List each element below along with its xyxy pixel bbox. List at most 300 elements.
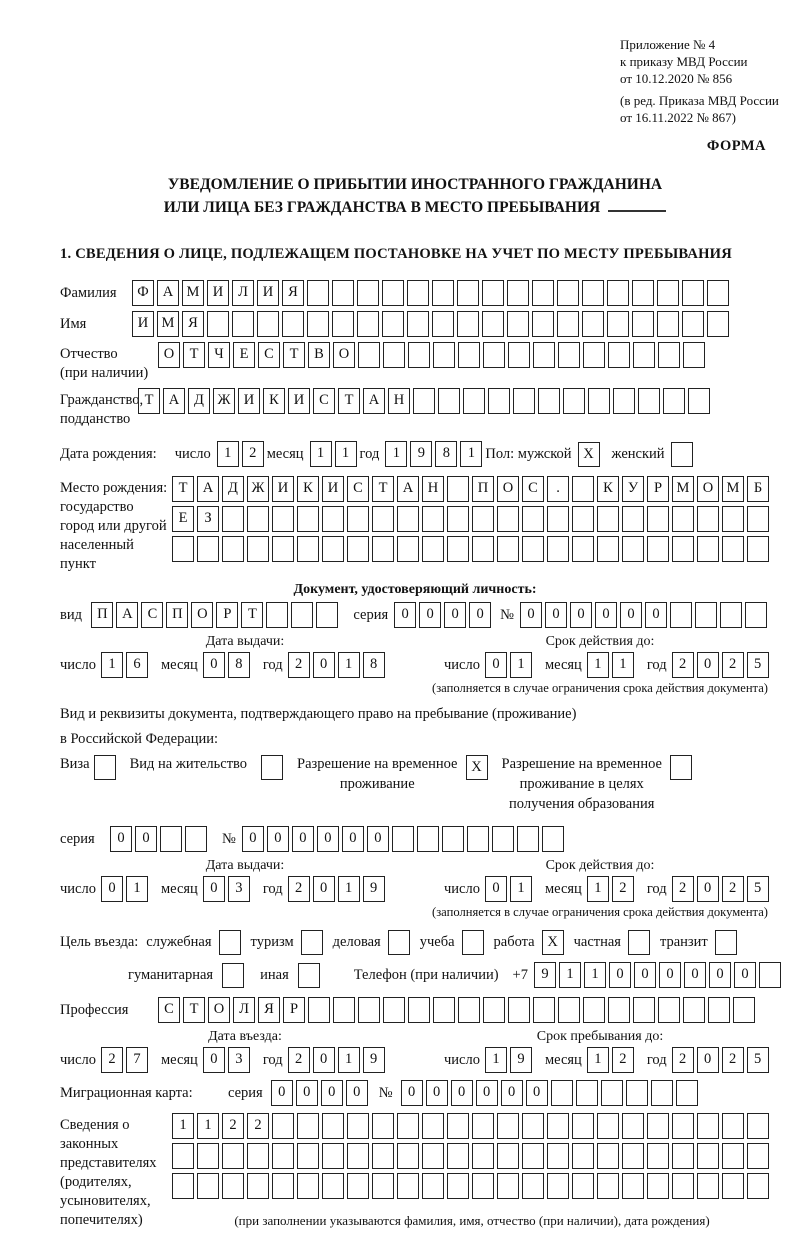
char-box[interactable]: [532, 280, 554, 306]
char-box[interactable]: [322, 1143, 344, 1169]
char-box[interactable]: [482, 280, 504, 306]
char-box[interactable]: И: [322, 476, 344, 502]
char-box[interactable]: Н: [388, 388, 410, 414]
char-box[interactable]: 2: [288, 652, 310, 678]
char-box[interactable]: Р: [216, 602, 238, 628]
char-box[interactable]: [707, 311, 729, 337]
temp-permit-checkbox[interactable]: X: [466, 755, 488, 780]
char-box[interactable]: 1: [559, 962, 581, 988]
char-box[interactable]: [722, 536, 744, 562]
char-box[interactable]: 1: [172, 1113, 194, 1139]
char-box[interactable]: Я: [182, 311, 204, 337]
char-box[interactable]: 1: [126, 876, 148, 902]
char-box[interactable]: [583, 997, 605, 1023]
char-box[interactable]: 0: [620, 602, 642, 628]
char-box[interactable]: [397, 1143, 419, 1169]
char-box[interactable]: [722, 506, 744, 532]
char-box[interactable]: [622, 1143, 644, 1169]
char-box[interactable]: [458, 342, 480, 368]
char-box[interactable]: [422, 1113, 444, 1139]
char-box[interactable]: 1: [587, 652, 609, 678]
char-box[interactable]: [688, 388, 710, 414]
char-box[interactable]: [542, 826, 564, 852]
char-box[interactable]: 9: [534, 962, 556, 988]
char-box[interactable]: [722, 1143, 744, 1169]
purpose-tourism-checkbox[interactable]: [301, 930, 323, 955]
char-box[interactable]: [558, 997, 580, 1023]
char-box[interactable]: [513, 388, 535, 414]
char-box[interactable]: 0: [203, 652, 225, 678]
char-box[interactable]: Я: [282, 280, 304, 306]
char-box[interactable]: [347, 536, 369, 562]
char-box[interactable]: 0: [659, 962, 681, 988]
char-box[interactable]: 1: [587, 876, 609, 902]
char-box[interactable]: 0: [292, 826, 314, 852]
char-box[interactable]: [517, 826, 539, 852]
char-box[interactable]: [291, 602, 313, 628]
char-box[interactable]: [533, 997, 555, 1023]
char-box[interactable]: [533, 342, 555, 368]
char-box[interactable]: 0: [101, 876, 123, 902]
char-box[interactable]: [447, 506, 469, 532]
char-box[interactable]: [672, 1173, 694, 1199]
char-box[interactable]: М: [672, 476, 694, 502]
char-box[interactable]: [547, 1113, 569, 1139]
char-box[interactable]: [222, 1173, 244, 1199]
char-box[interactable]: [558, 342, 580, 368]
edu-permit-checkbox[interactable]: [670, 755, 692, 780]
char-box[interactable]: К: [597, 476, 619, 502]
char-box[interactable]: О: [191, 602, 213, 628]
char-box[interactable]: [308, 997, 330, 1023]
char-box[interactable]: [508, 342, 530, 368]
char-box[interactable]: И: [238, 388, 260, 414]
char-box[interactable]: [657, 280, 679, 306]
char-box[interactable]: Е: [233, 342, 255, 368]
char-box[interactable]: 8: [228, 652, 250, 678]
char-box[interactable]: 0: [110, 826, 132, 852]
char-box[interactable]: [607, 280, 629, 306]
char-box[interactable]: 1: [197, 1113, 219, 1139]
char-box[interactable]: 9: [363, 876, 385, 902]
char-box[interactable]: [583, 342, 605, 368]
char-box[interactable]: [658, 997, 680, 1023]
char-box[interactable]: 0: [203, 1047, 225, 1073]
char-box[interactable]: [572, 1143, 594, 1169]
char-box[interactable]: 8: [363, 652, 385, 678]
visa-checkbox[interactable]: [94, 755, 116, 780]
char-box[interactable]: 2: [101, 1047, 123, 1073]
char-box[interactable]: З: [197, 506, 219, 532]
char-box[interactable]: С: [258, 342, 280, 368]
char-box[interactable]: 0: [419, 602, 441, 628]
char-box[interactable]: Ж: [213, 388, 235, 414]
char-box[interactable]: 0: [313, 1047, 335, 1073]
char-box[interactable]: [372, 506, 394, 532]
char-box[interactable]: [733, 997, 755, 1023]
char-box[interactable]: 2: [288, 876, 310, 902]
char-box[interactable]: 2: [288, 1047, 310, 1073]
char-box[interactable]: [522, 1113, 544, 1139]
char-box[interactable]: [497, 1143, 519, 1169]
char-box[interactable]: [747, 1173, 769, 1199]
char-box[interactable]: [397, 1113, 419, 1139]
char-box[interactable]: [492, 826, 514, 852]
char-box[interactable]: 1: [460, 441, 482, 467]
char-box[interactable]: [657, 311, 679, 337]
char-box[interactable]: [432, 311, 454, 337]
char-box[interactable]: 2: [242, 441, 264, 467]
char-box[interactable]: [497, 536, 519, 562]
char-box[interactable]: 0: [342, 826, 364, 852]
char-box[interactable]: [458, 997, 480, 1023]
char-box[interactable]: Т: [283, 342, 305, 368]
purpose-transit-checkbox[interactable]: [715, 930, 737, 955]
char-box[interactable]: [307, 280, 329, 306]
char-box[interactable]: [472, 536, 494, 562]
char-box[interactable]: [608, 997, 630, 1023]
char-box[interactable]: [185, 826, 207, 852]
char-box[interactable]: [488, 388, 510, 414]
char-box[interactable]: [160, 826, 182, 852]
char-box[interactable]: [272, 536, 294, 562]
char-box[interactable]: 0: [697, 876, 719, 902]
char-box[interactable]: Т: [183, 997, 205, 1023]
char-box[interactable]: 2: [722, 652, 744, 678]
char-box[interactable]: [557, 280, 579, 306]
char-box[interactable]: [682, 280, 704, 306]
char-box[interactable]: [672, 506, 694, 532]
char-box[interactable]: [307, 311, 329, 337]
char-box[interactable]: 0: [321, 1080, 343, 1106]
char-box[interactable]: [582, 280, 604, 306]
char-box[interactable]: О: [697, 476, 719, 502]
char-box[interactable]: [372, 1173, 394, 1199]
char-box[interactable]: 0: [367, 826, 389, 852]
char-box[interactable]: 0: [697, 1047, 719, 1073]
char-box[interactable]: [722, 1113, 744, 1139]
char-box[interactable]: [438, 388, 460, 414]
char-box[interactable]: [397, 506, 419, 532]
char-box[interactable]: [207, 311, 229, 337]
char-box[interactable]: 0: [526, 1080, 548, 1106]
char-box[interactable]: 0: [394, 602, 416, 628]
char-box[interactable]: [622, 506, 644, 532]
char-box[interactable]: [672, 1113, 694, 1139]
char-box[interactable]: 5: [747, 1047, 769, 1073]
char-box[interactable]: Е: [172, 506, 194, 532]
char-box[interactable]: 0: [401, 1080, 423, 1106]
char-box[interactable]: [322, 506, 344, 532]
char-box[interactable]: [747, 1113, 769, 1139]
char-box[interactable]: [397, 536, 419, 562]
char-box[interactable]: [497, 506, 519, 532]
char-box[interactable]: [172, 536, 194, 562]
char-box[interactable]: 0: [135, 826, 157, 852]
char-box[interactable]: [597, 506, 619, 532]
char-box[interactable]: Р: [647, 476, 669, 502]
char-box[interactable]: [472, 1143, 494, 1169]
char-box[interactable]: 1: [335, 441, 357, 467]
char-box[interactable]: [372, 1113, 394, 1139]
char-box[interactable]: [697, 506, 719, 532]
char-box[interactable]: [708, 997, 730, 1023]
char-box[interactable]: [563, 388, 585, 414]
char-box[interactable]: [547, 1143, 569, 1169]
char-box[interactable]: [413, 388, 435, 414]
char-box[interactable]: 0: [444, 602, 466, 628]
char-box[interactable]: 2: [722, 1047, 744, 1073]
char-box[interactable]: [647, 1173, 669, 1199]
char-box[interactable]: 0: [267, 826, 289, 852]
char-box[interactable]: [507, 311, 529, 337]
char-box[interactable]: А: [163, 388, 185, 414]
char-box[interactable]: [316, 602, 338, 628]
char-box[interactable]: И: [207, 280, 229, 306]
char-box[interactable]: [508, 997, 530, 1023]
char-box[interactable]: [538, 388, 560, 414]
char-box[interactable]: [745, 602, 767, 628]
char-box[interactable]: [647, 506, 669, 532]
char-box[interactable]: С: [158, 997, 180, 1023]
char-box[interactable]: 1: [310, 441, 332, 467]
char-box[interactable]: Т: [241, 602, 263, 628]
char-box[interactable]: Ж: [247, 476, 269, 502]
char-box[interactable]: Н: [422, 476, 444, 502]
char-box[interactable]: 2: [672, 1047, 694, 1073]
char-box[interactable]: [422, 536, 444, 562]
char-box[interactable]: [551, 1080, 573, 1106]
char-box[interactable]: [622, 1113, 644, 1139]
purpose-humanitarian-checkbox[interactable]: [222, 963, 244, 988]
char-box[interactable]: [633, 997, 655, 1023]
char-box[interactable]: Р: [283, 997, 305, 1023]
char-box[interactable]: [422, 1143, 444, 1169]
char-box[interactable]: Т: [138, 388, 160, 414]
char-box[interactable]: [582, 311, 604, 337]
char-box[interactable]: [442, 826, 464, 852]
char-box[interactable]: [497, 1173, 519, 1199]
char-box[interactable]: [747, 1143, 769, 1169]
char-box[interactable]: [483, 342, 505, 368]
char-box[interactable]: [422, 506, 444, 532]
char-box[interactable]: 2: [672, 876, 694, 902]
char-box[interactable]: Т: [338, 388, 360, 414]
char-box[interactable]: [347, 1173, 369, 1199]
char-box[interactable]: [532, 311, 554, 337]
char-box[interactable]: [222, 1143, 244, 1169]
char-box[interactable]: И: [132, 311, 154, 337]
char-box[interactable]: 0: [271, 1080, 293, 1106]
char-box[interactable]: [447, 536, 469, 562]
char-box[interactable]: С: [141, 602, 163, 628]
char-box[interactable]: [597, 1143, 619, 1169]
char-box[interactable]: 0: [595, 602, 617, 628]
char-box[interactable]: 1: [217, 441, 239, 467]
char-box[interactable]: 9: [363, 1047, 385, 1073]
char-box[interactable]: [408, 997, 430, 1023]
char-box[interactable]: [472, 1113, 494, 1139]
char-box[interactable]: [333, 997, 355, 1023]
char-box[interactable]: 7: [126, 1047, 148, 1073]
char-box[interactable]: [497, 1113, 519, 1139]
char-box[interactable]: 0: [426, 1080, 448, 1106]
char-box[interactable]: 1: [338, 1047, 360, 1073]
char-box[interactable]: [297, 536, 319, 562]
char-box[interactable]: П: [472, 476, 494, 502]
char-box[interactable]: [372, 536, 394, 562]
char-box[interactable]: [357, 280, 379, 306]
char-box[interactable]: [572, 506, 594, 532]
char-box[interactable]: 2: [222, 1113, 244, 1139]
char-box[interactable]: А: [157, 280, 179, 306]
char-box[interactable]: [472, 506, 494, 532]
char-box[interactable]: [626, 1080, 648, 1106]
char-box[interactable]: 2: [722, 876, 744, 902]
char-box[interactable]: [633, 342, 655, 368]
char-box[interactable]: [282, 311, 304, 337]
char-box[interactable]: 2: [247, 1113, 269, 1139]
char-box[interactable]: [482, 311, 504, 337]
char-box[interactable]: [507, 280, 529, 306]
char-box[interactable]: [272, 506, 294, 532]
char-box[interactable]: 1: [584, 962, 606, 988]
char-box[interactable]: [695, 602, 717, 628]
char-box[interactable]: Т: [172, 476, 194, 502]
char-box[interactable]: [382, 311, 404, 337]
char-box[interactable]: 0: [296, 1080, 318, 1106]
char-box[interactable]: [322, 1173, 344, 1199]
char-box[interactable]: [747, 506, 769, 532]
char-box[interactable]: [576, 1080, 598, 1106]
char-box[interactable]: А: [197, 476, 219, 502]
char-box[interactable]: 1: [485, 1047, 507, 1073]
char-box[interactable]: [697, 1173, 719, 1199]
char-box[interactable]: 0: [684, 962, 706, 988]
char-box[interactable]: 9: [510, 1047, 532, 1073]
char-box[interactable]: Б: [747, 476, 769, 502]
char-box[interactable]: С: [347, 476, 369, 502]
char-box[interactable]: 0: [501, 1080, 523, 1106]
char-box[interactable]: [613, 388, 635, 414]
char-box[interactable]: Л: [232, 280, 254, 306]
char-box[interactable]: 0: [634, 962, 656, 988]
char-box[interactable]: [588, 388, 610, 414]
char-box[interactable]: [557, 311, 579, 337]
char-box[interactable]: [222, 506, 244, 532]
char-box[interactable]: [322, 536, 344, 562]
char-box[interactable]: И: [272, 476, 294, 502]
char-box[interactable]: [407, 311, 429, 337]
char-box[interactable]: [347, 506, 369, 532]
char-box[interactable]: 1: [101, 652, 123, 678]
char-box[interactable]: [651, 1080, 673, 1106]
char-box[interactable]: [522, 536, 544, 562]
char-box[interactable]: [383, 342, 405, 368]
char-box[interactable]: [297, 1143, 319, 1169]
char-box[interactable]: [257, 311, 279, 337]
char-box[interactable]: [607, 311, 629, 337]
char-box[interactable]: [522, 506, 544, 532]
char-box[interactable]: 0: [242, 826, 264, 852]
char-box[interactable]: [683, 997, 705, 1023]
char-box[interactable]: У: [622, 476, 644, 502]
char-box[interactable]: [670, 602, 692, 628]
char-box[interactable]: [572, 536, 594, 562]
char-box[interactable]: 9: [410, 441, 432, 467]
char-box[interactable]: [547, 536, 569, 562]
char-box[interactable]: [697, 536, 719, 562]
char-box[interactable]: К: [297, 476, 319, 502]
char-box[interactable]: [266, 602, 288, 628]
char-box[interactable]: [601, 1080, 623, 1106]
char-box[interactable]: [622, 1173, 644, 1199]
char-box[interactable]: [222, 536, 244, 562]
char-box[interactable]: С: [313, 388, 335, 414]
char-box[interactable]: 0: [520, 602, 542, 628]
char-box[interactable]: Я: [258, 997, 280, 1023]
char-box[interactable]: 0: [313, 876, 335, 902]
char-box[interactable]: Д: [188, 388, 210, 414]
char-box[interactable]: [232, 311, 254, 337]
char-box[interactable]: [447, 1173, 469, 1199]
char-box[interactable]: Т: [183, 342, 205, 368]
char-box[interactable]: [383, 997, 405, 1023]
residence-permit-checkbox[interactable]: [261, 755, 283, 780]
char-box[interactable]: [358, 342, 380, 368]
char-box[interactable]: [472, 1173, 494, 1199]
char-box[interactable]: [247, 1173, 269, 1199]
char-box[interactable]: [572, 1113, 594, 1139]
char-box[interactable]: [467, 826, 489, 852]
char-box[interactable]: [647, 1113, 669, 1139]
char-box[interactable]: 1: [338, 876, 360, 902]
char-box[interactable]: [658, 342, 680, 368]
char-box[interactable]: М: [157, 311, 179, 337]
char-box[interactable]: А: [116, 602, 138, 628]
char-box[interactable]: [272, 1113, 294, 1139]
char-box[interactable]: Т: [372, 476, 394, 502]
char-box[interactable]: А: [397, 476, 419, 502]
char-box[interactable]: 0: [203, 876, 225, 902]
char-box[interactable]: 2: [612, 876, 634, 902]
char-box[interactable]: [297, 1113, 319, 1139]
char-box[interactable]: [347, 1113, 369, 1139]
char-box[interactable]: [572, 1173, 594, 1199]
char-box[interactable]: [483, 997, 505, 1023]
char-box[interactable]: 1: [510, 876, 532, 902]
char-box[interactable]: [638, 388, 660, 414]
sex-male-checkbox[interactable]: X: [578, 442, 600, 467]
char-box[interactable]: 5: [747, 652, 769, 678]
char-box[interactable]: [457, 311, 479, 337]
char-box[interactable]: [697, 1143, 719, 1169]
char-box[interactable]: [322, 1113, 344, 1139]
char-box[interactable]: [382, 280, 404, 306]
char-box[interactable]: И: [257, 280, 279, 306]
char-box[interactable]: О: [497, 476, 519, 502]
char-box[interactable]: [647, 536, 669, 562]
char-box[interactable]: [672, 536, 694, 562]
char-box[interactable]: В: [308, 342, 330, 368]
char-box[interactable]: 6: [126, 652, 148, 678]
char-box[interactable]: К: [263, 388, 285, 414]
char-box[interactable]: 3: [228, 876, 250, 902]
char-box[interactable]: [572, 476, 594, 502]
char-box[interactable]: [663, 388, 685, 414]
char-box[interactable]: [297, 506, 319, 532]
char-box[interactable]: [272, 1173, 294, 1199]
